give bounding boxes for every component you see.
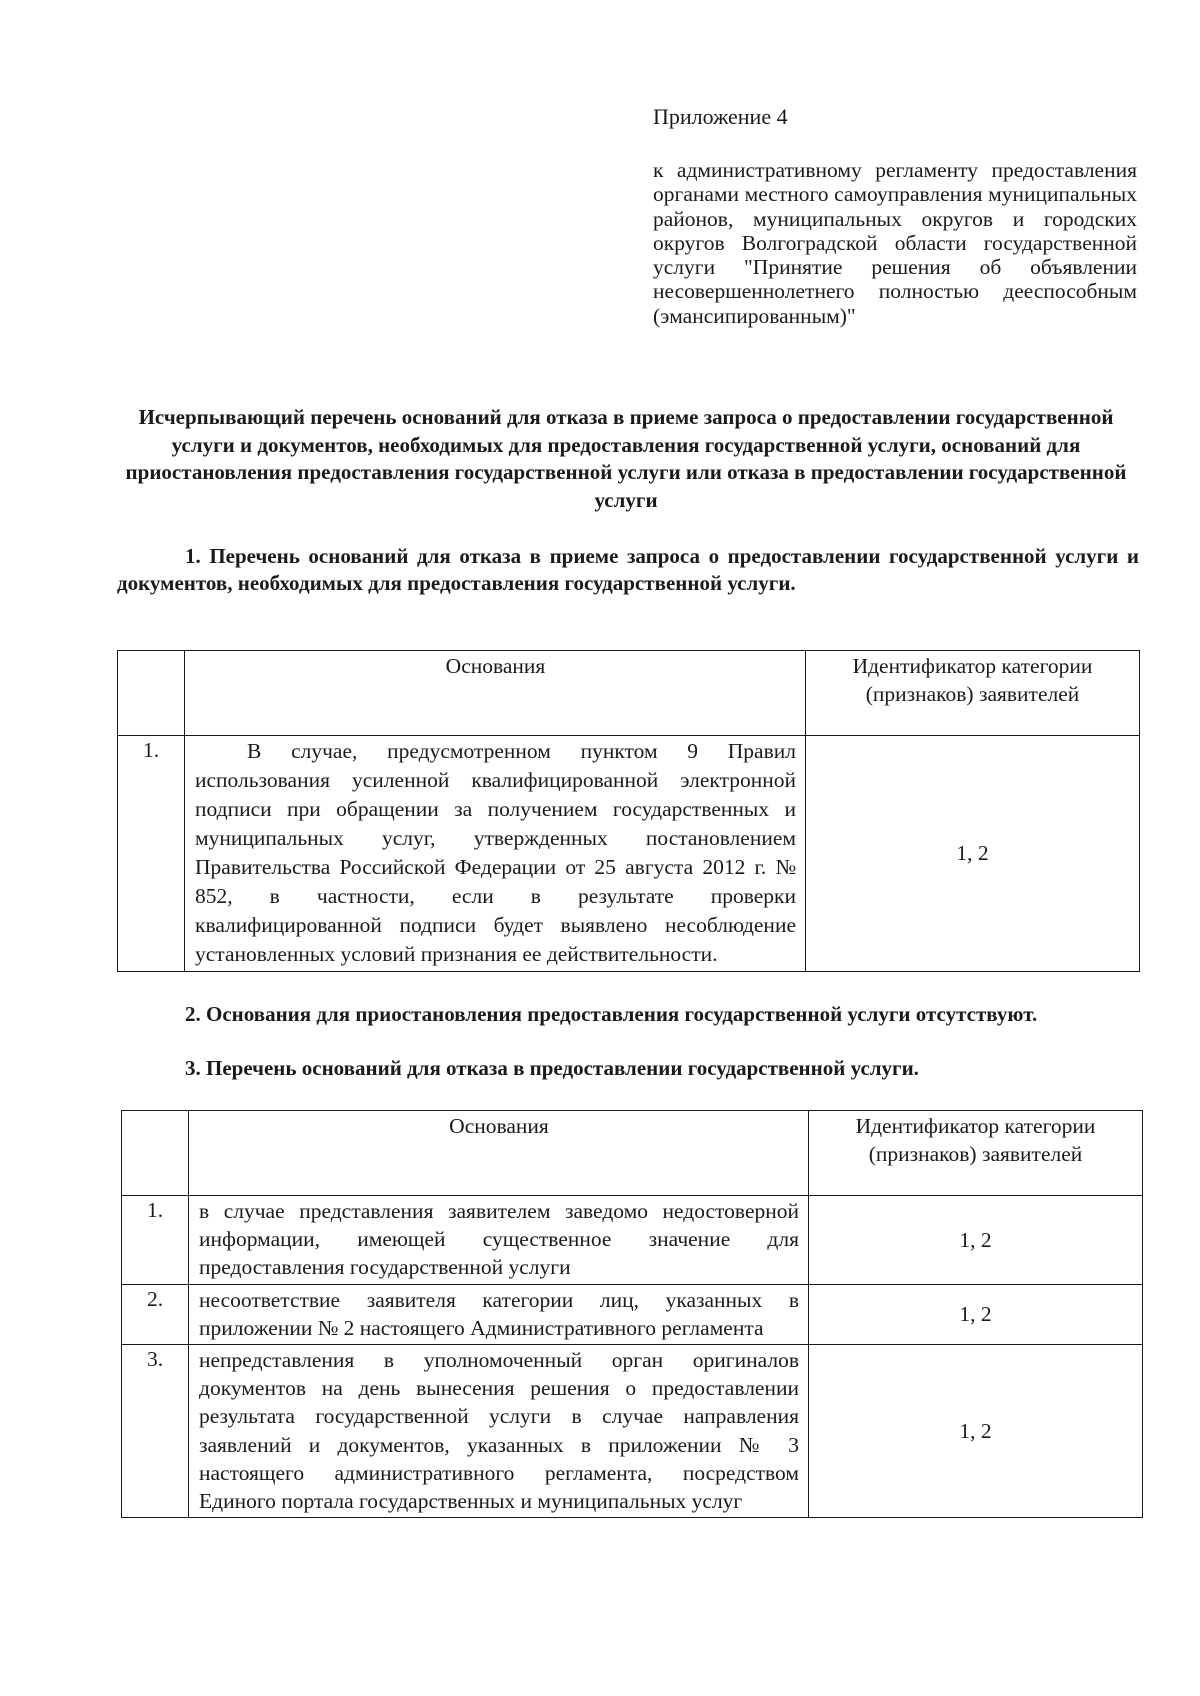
header-num-cell <box>122 1111 189 1196</box>
table-row <box>122 1284 1143 1344</box>
table-header-row <box>118 651 1140 736</box>
row-num: 1. <box>118 736 185 972</box>
header-basis-cell: Основания <box>189 1111 809 1196</box>
row-basis: В случае, предусмотренном пунктом 9 Правил использования усиленной квалифицированной электронной подписи при обращении за получением государственных и муниципальных услуг, утвержденных постановлением Правительства Российской Федерации от 25 августа 2012 г. № 852, в частности, если в результате проверки квалифицированной подписи будет выявлено несоблюдение установленных условий признания ее действительности. <box>185 736 806 972</box>
row-id: 1, 2 <box>809 1284 1143 1344</box>
table-row <box>118 736 1140 972</box>
table-refusal-acceptance <box>117 650 1140 972</box>
header-id-cell: Идентификатор категории (признаков) заявителей <box>809 1111 1143 1196</box>
header-basis-cell: Основания <box>185 651 806 736</box>
section-3-heading: 3. Перечень оснований для отказа в предоставлении государственной услуги. <box>185 1056 919 1080</box>
row-id: 1, 2 <box>809 1345 1143 1518</box>
table-refusal-service <box>121 1110 1143 1518</box>
document-title: Исчерпывающий перечень оснований для отказа в приеме запроса о предоставлении государственной услуги и документов, необходимых для предоставления государственной услуги, оснований для приостановления предоставления государственной услуги или отказа в предоставлении государственной услуги <box>125 405 1127 512</box>
row-basis: несоответствие заявителя категории лиц, указанных в приложении № 2 настоящего Административного регламента <box>189 1284 809 1344</box>
table-row <box>122 1345 1143 1518</box>
row-id: 1, 2 <box>809 1196 1143 1285</box>
row-id: 1, 2 <box>806 736 1140 972</box>
row-num: 2. <box>122 1284 189 1344</box>
appendix-title: Приложение 4 <box>653 104 788 129</box>
row-num: 1. <box>122 1196 189 1285</box>
appendix-text: к административному регламенту предоставления органами местного самоуправления муниципальных районов, муниципальных округов и городских округов Волгоградской области государственной услуги "Принятие решения об объявлении несовершеннолетнего полностью дееспособным (эмансипированным)" <box>653 158 1137 328</box>
row-basis: в случае представления заявителем заведомо недостоверной информации, имеющей существенное значение для предоставления государственной услуги <box>189 1196 809 1285</box>
section-2-heading: 2. Основания для приостановления предоставления государственной услуги отсутствуют. <box>185 1002 1038 1026</box>
section-1-heading: 1. Перечень оснований для отказа в приеме запроса о предоставлении государственной услуги и документов, необходимых для предоставления государственной услуги. <box>117 544 1139 595</box>
table-row <box>122 1196 1143 1285</box>
row-basis: непредставления в уполномоченный орган оригиналов документов на день вынесения решения о предоставлении результата государственной услуги в случае направления заявлений и документов, указанных в приложении № 3 настоящего административного регламента, посредством Единого портала государственных и муниципальных услуг <box>189 1345 809 1518</box>
table-header-row <box>122 1111 1143 1196</box>
header-num-cell <box>118 651 185 736</box>
header-id-cell: Идентификатор категории (признаков) заявителей <box>806 651 1140 736</box>
row-num: 3. <box>122 1345 189 1518</box>
